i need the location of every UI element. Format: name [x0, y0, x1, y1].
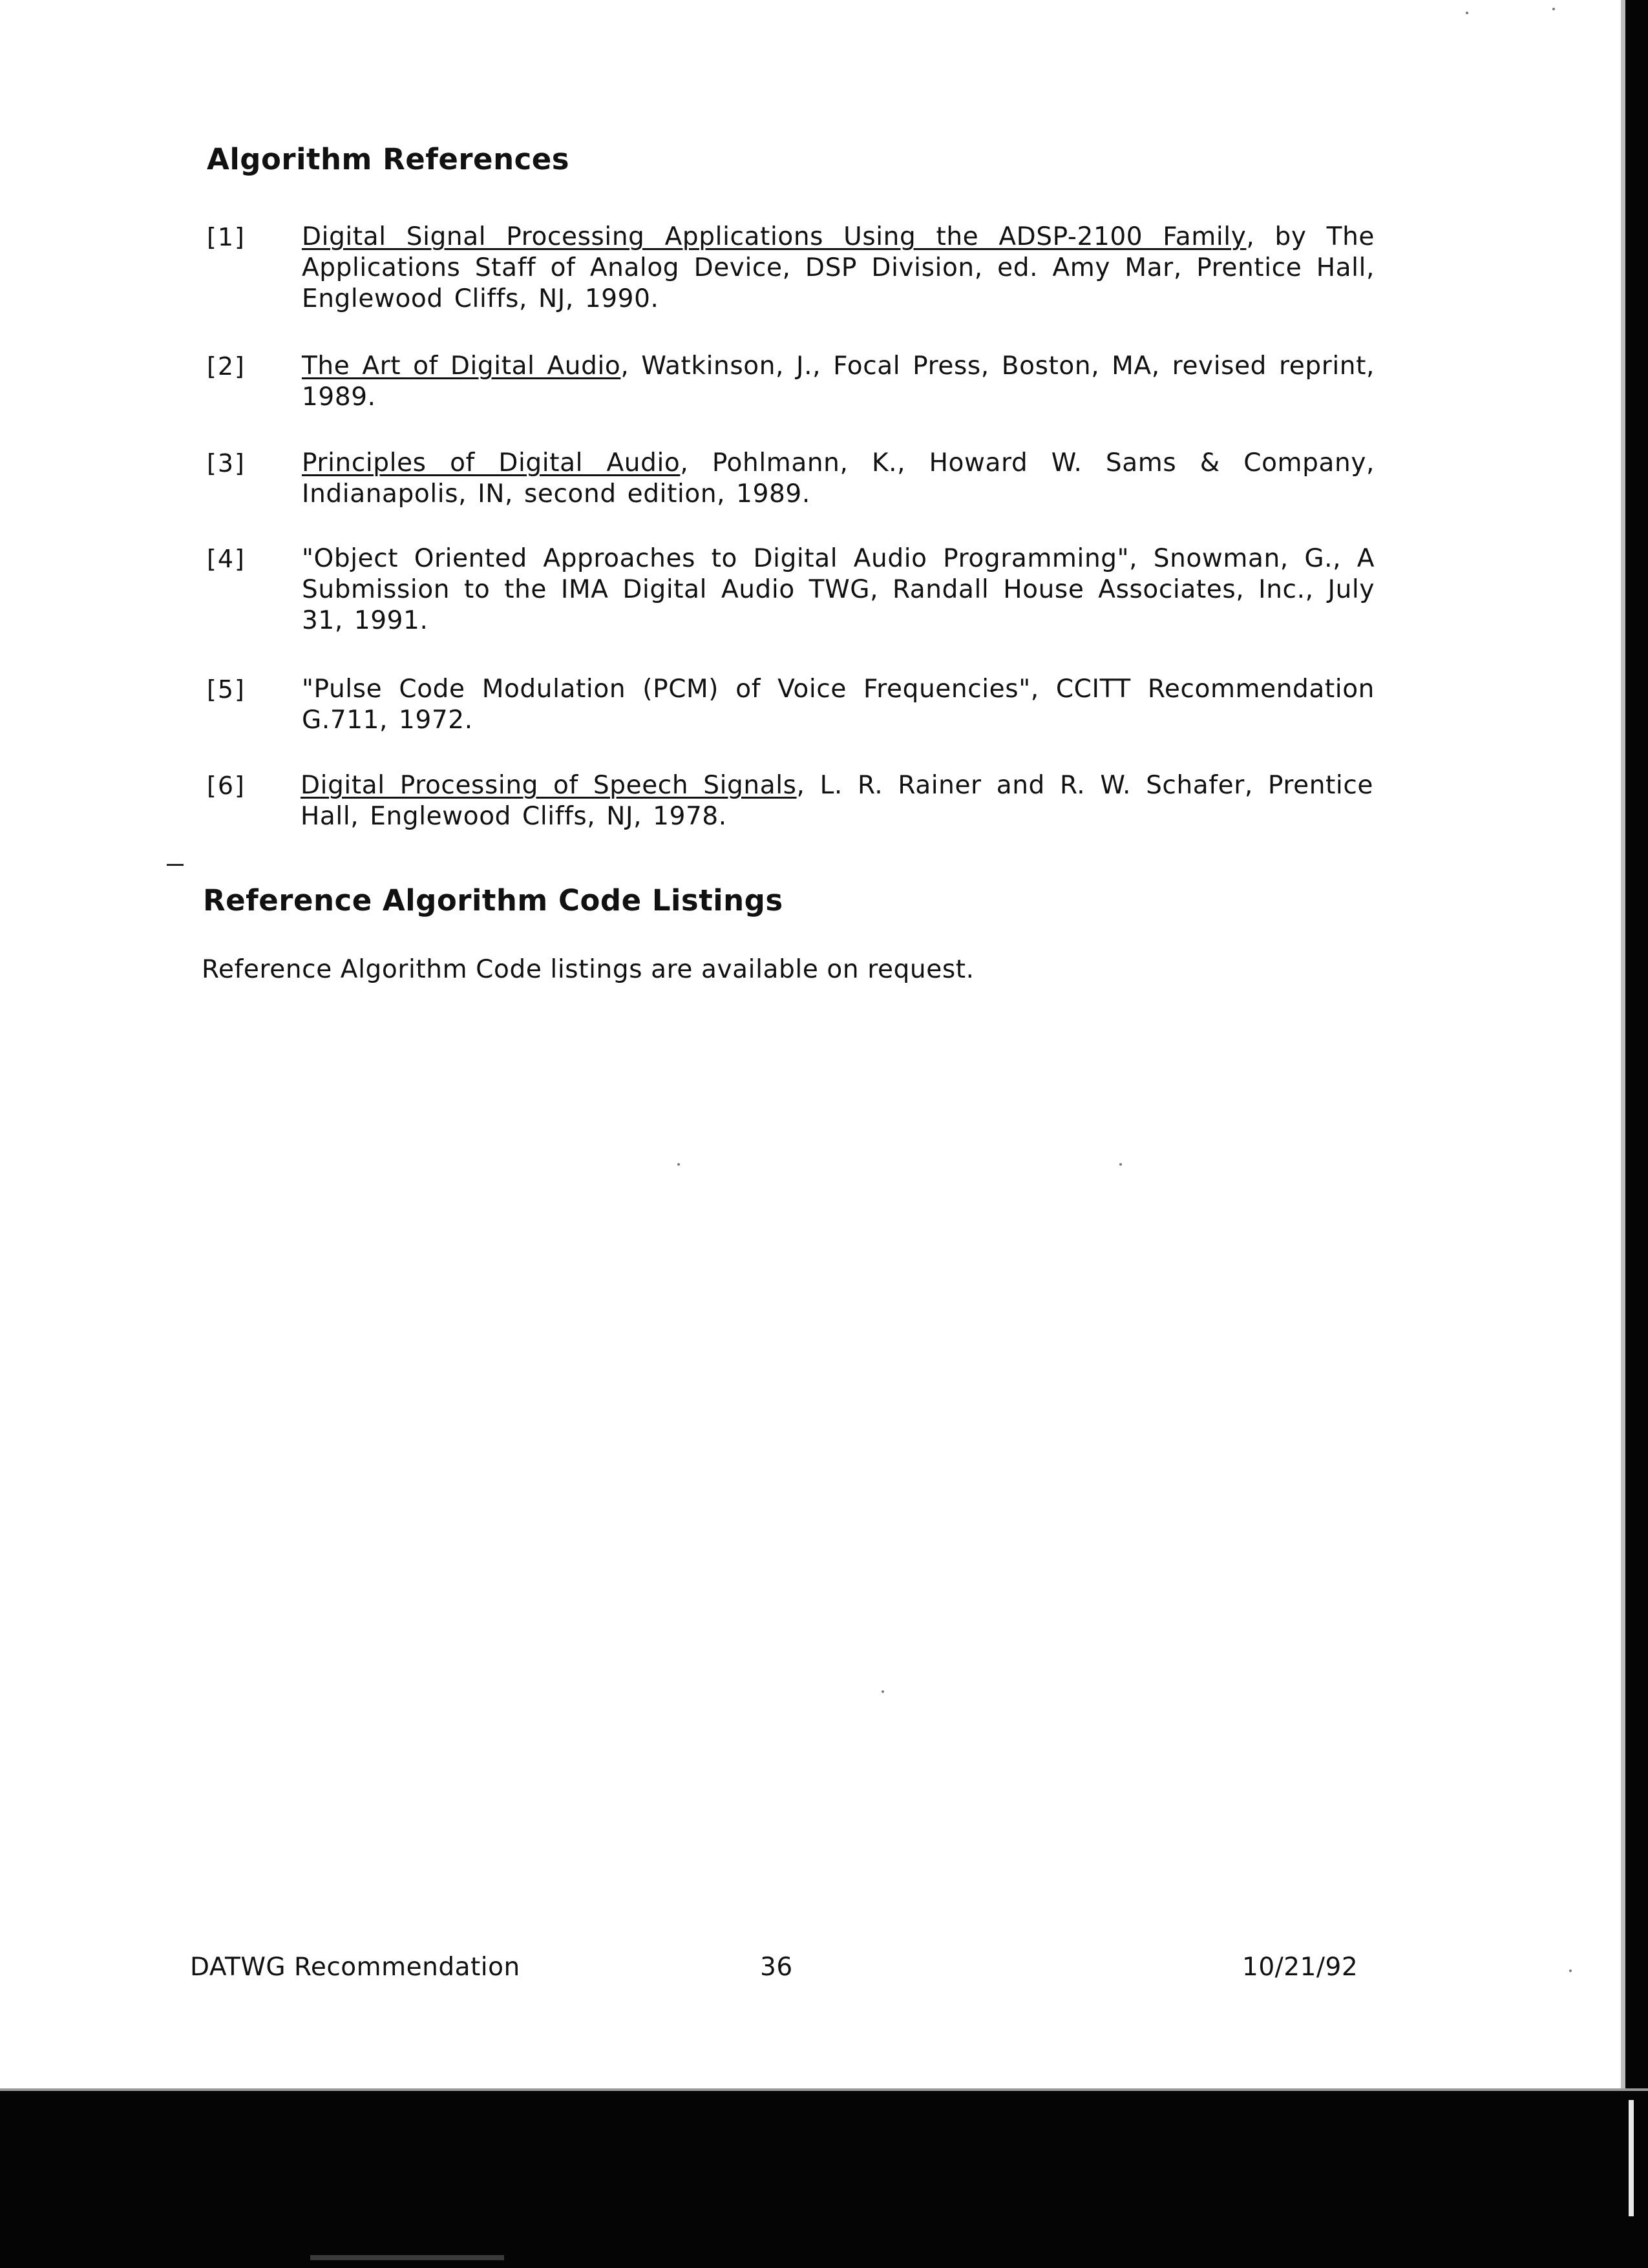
reference-text [302, 448, 1375, 510]
reference-number: [2] [207, 352, 246, 381]
reference-number: [4] [207, 545, 246, 573]
scan-band-highlight [1629, 2100, 1634, 2216]
reference-text [302, 351, 1375, 413]
code-listings-text: Reference Algorithm Code listings are available on request. [202, 955, 975, 984]
scan-speck [1569, 1969, 1572, 1972]
reference-text [302, 222, 1375, 315]
reference-number: [5] [207, 675, 246, 704]
footer-page-number: 36 [760, 1953, 793, 1982]
reference-text [301, 770, 1373, 832]
reference-details: "Object Oriented Approaches to Digital Audio Programming", Snowman, G., A Submission to the IMA Digital Audio TWG, Randall House Associates, Inc., July 31, 1991. [302, 544, 1375, 635]
scan-right-border [1625, 0, 1648, 2091]
footer-date: 10/21/92 [1242, 1953, 1358, 1982]
reference-details: , by The Applications Staff of Analog Device, DSP Division, ed. Amy Mar, Prentice Hall, Englewood Cliffs, NJ, 1990. [302, 222, 1375, 313]
reference-details: , L. R. Rainer and R. W. Schafer, Prentice Hall, Englewood Cliffs, NJ, 1978. [301, 771, 1373, 831]
reference-details: , Pohlmann, K., Howard W. Sams & Company, Indianapolis, IN, second edition, 1989. [302, 448, 1375, 509]
scan-speck [882, 1690, 884, 1693]
scan-speck [1119, 1163, 1122, 1166]
algorithm-references-heading: Algorithm References [207, 142, 570, 176]
scan-edge-shadow [1621, 0, 1625, 2091]
scan-speck [1552, 8, 1555, 10]
reference-title: Digital Processing of Speech Signals [301, 771, 797, 800]
reference-title: The Art of Digital Audio [302, 352, 621, 381]
scan-speck [1466, 12, 1468, 14]
footer-document-title: DATWG Recommendation [190, 1953, 520, 1982]
reference-text [302, 674, 1375, 736]
reference-details: "Pulse Code Modulation (PCM) of Voice Frequencies", CCITT Recommendation G.711, 1972. [302, 675, 1375, 735]
code-listings-heading: Reference Algorithm Code Listings [203, 883, 783, 918]
reference-title: Digital Signal Processing Applications Using the ADSP-2100 Family [302, 222, 1247, 251]
reference-number: [3] [207, 449, 246, 478]
reference-text [302, 543, 1375, 636]
scan-band-mark [310, 2255, 504, 2260]
reference-title: Principles of Digital Audio [302, 448, 681, 478]
reference-number: [6] [207, 772, 246, 800]
reference-details: , Watkinson, J., Focal Press, Boston, MA, revised reprint, 1989. [302, 352, 1375, 412]
scan-speck [677, 1163, 680, 1166]
scan-bottom-border [0, 2091, 1648, 2268]
reference-number: [1] [207, 223, 246, 251]
margin-mark [167, 864, 184, 866]
